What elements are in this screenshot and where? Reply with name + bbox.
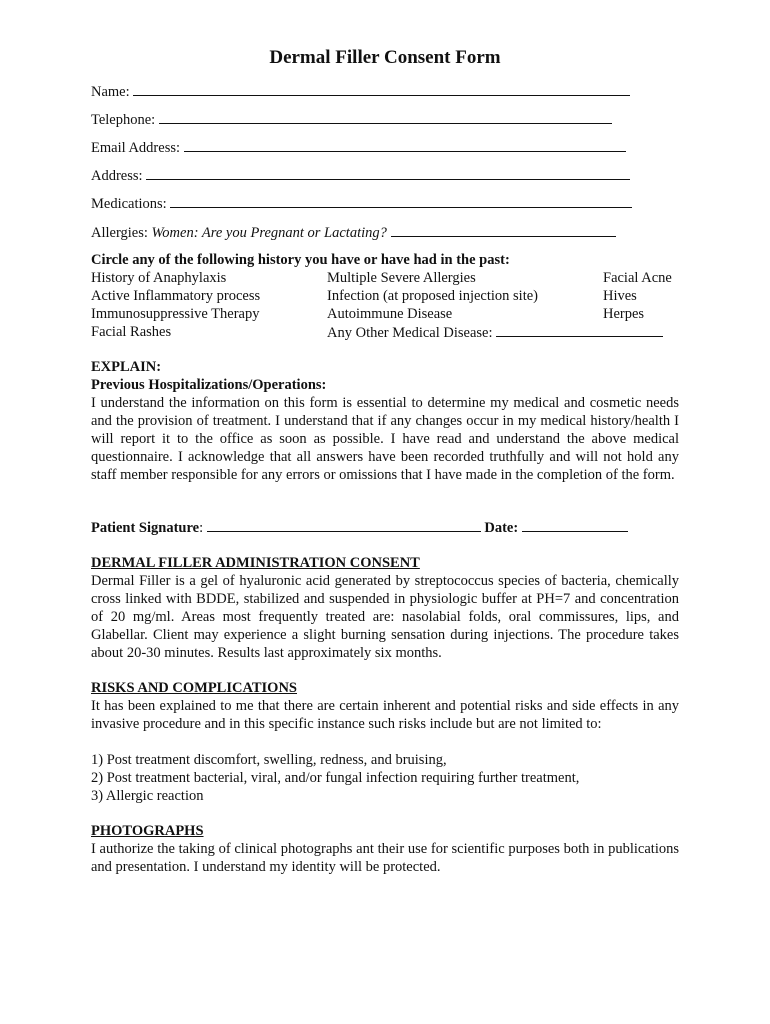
pregnant-question: Women: Are you Pregnant or Lactating? xyxy=(151,225,387,241)
history-item[interactable]: Autoimmune Disease xyxy=(327,306,453,322)
name-blank[interactable] xyxy=(133,82,630,96)
history-col-1 xyxy=(91,269,260,341)
risks-heading: RISKS AND COMPLICATIONS xyxy=(91,680,297,696)
hospitalizations-heading: Previous Hospitalizations/Operations: xyxy=(91,377,327,393)
allergies-blank[interactable] xyxy=(391,223,616,237)
consent-heading: DERMAL FILLER ADMINISTRATION CONSENT xyxy=(91,555,420,571)
name-label: Name: xyxy=(91,84,130,100)
history-item[interactable]: Facial Acne xyxy=(603,270,672,286)
date-label: Date: xyxy=(484,520,519,536)
history-col-3 xyxy=(603,269,672,323)
explain-heading: EXPLAIN: xyxy=(91,359,162,375)
history-item[interactable]: Hives xyxy=(603,288,637,304)
history-item[interactable]: Multiple Severe Allergies xyxy=(327,270,476,286)
history-item[interactable]: History of Anaphylaxis xyxy=(91,270,227,286)
photographs-heading: PHOTOGRAPHS xyxy=(91,823,204,839)
patient-signature-blank[interactable] xyxy=(207,518,481,532)
signature-row xyxy=(91,518,628,537)
email-blank[interactable] xyxy=(184,138,626,152)
telephone-field[interactable] xyxy=(91,110,612,129)
other-disease-blank[interactable] xyxy=(496,323,663,337)
allergies-label: Allergies: xyxy=(91,225,148,241)
history-item[interactable]: Herpes xyxy=(603,306,645,322)
email-label: Email Address: xyxy=(91,140,181,156)
history-item[interactable]: Infection (at proposed injection site) xyxy=(327,288,538,304)
telephone-label: Telephone: xyxy=(91,112,156,128)
risk-item: 2) Post treatment bacterial, viral, and/or fungal infection requiring further treatment, xyxy=(91,770,580,786)
medications-label: Medications: xyxy=(91,196,167,212)
consent-paragraph: Dermal Filler is a gel of hyaluronic acid generated by streptococcus species of bacteria, chemically cross linked with BDDE, stabilized and suspended in physiologic buffer at PH=7 and concentration of 20 mg/ml. Areas most frequently treated are: nasolabial folds, oral commissures, lips, and Glabellar. Client may experience a slight burning sensation during injections. The procedure takes about 20-30 minutes. Results last approximately six months. xyxy=(91,573,679,661)
history-item[interactable]: Immunosuppressive Therapy xyxy=(91,306,260,322)
history-item[interactable]: Any Other Medical Disease: xyxy=(327,325,493,341)
risks-paragraph: It has been explained to me that there are certain inherent and potential risks and side effects in any invasive procedure and in this specific instance such risks include but are not limited to: xyxy=(91,698,679,732)
explain-paragraph: I understand the information on this form is essential to determine my medical and cosmetic needs and the provision of treatment. I understand that if any changes occur in my medical history/health I will report it to the office as soon as possible. I have read and understand the above medical questionnaire. I acknowledge that all answers have been recorded truthfully and will not hold any staff member responsible for any errors or omissions that I have made in the completion of the form. xyxy=(91,395,679,483)
address-field[interactable] xyxy=(91,166,630,185)
signature-colon: : xyxy=(199,520,204,536)
telephone-blank[interactable] xyxy=(159,110,612,124)
form-title: Dermal Filler Consent Form xyxy=(269,47,501,68)
risk-item: 3) Allergic reaction xyxy=(91,788,204,804)
history-heading: Circle any of the following history you have or have had in the past: xyxy=(91,252,510,268)
medications-field[interactable] xyxy=(91,194,632,213)
photographs-paragraph: I authorize the taking of clinical photographs ant their use for scientific purposes both in publications and presentation. I understand my identity will be protected. xyxy=(91,841,679,875)
name-field[interactable] xyxy=(91,82,630,101)
email-field[interactable] xyxy=(91,138,626,157)
history-item[interactable]: Active Inflammatory process xyxy=(91,288,261,304)
allergies-field[interactable] xyxy=(91,223,616,242)
patient-signature-label: Patient Signature xyxy=(91,520,200,536)
date-blank[interactable] xyxy=(522,518,628,532)
address-blank[interactable] xyxy=(146,166,630,180)
medications-blank[interactable] xyxy=(170,194,632,208)
risk-item: 1) Post treatment discomfort, swelling, redness, and bruising, xyxy=(91,752,447,768)
history-item[interactable]: Facial Rashes xyxy=(91,324,172,340)
address-label: Address: xyxy=(91,168,143,184)
